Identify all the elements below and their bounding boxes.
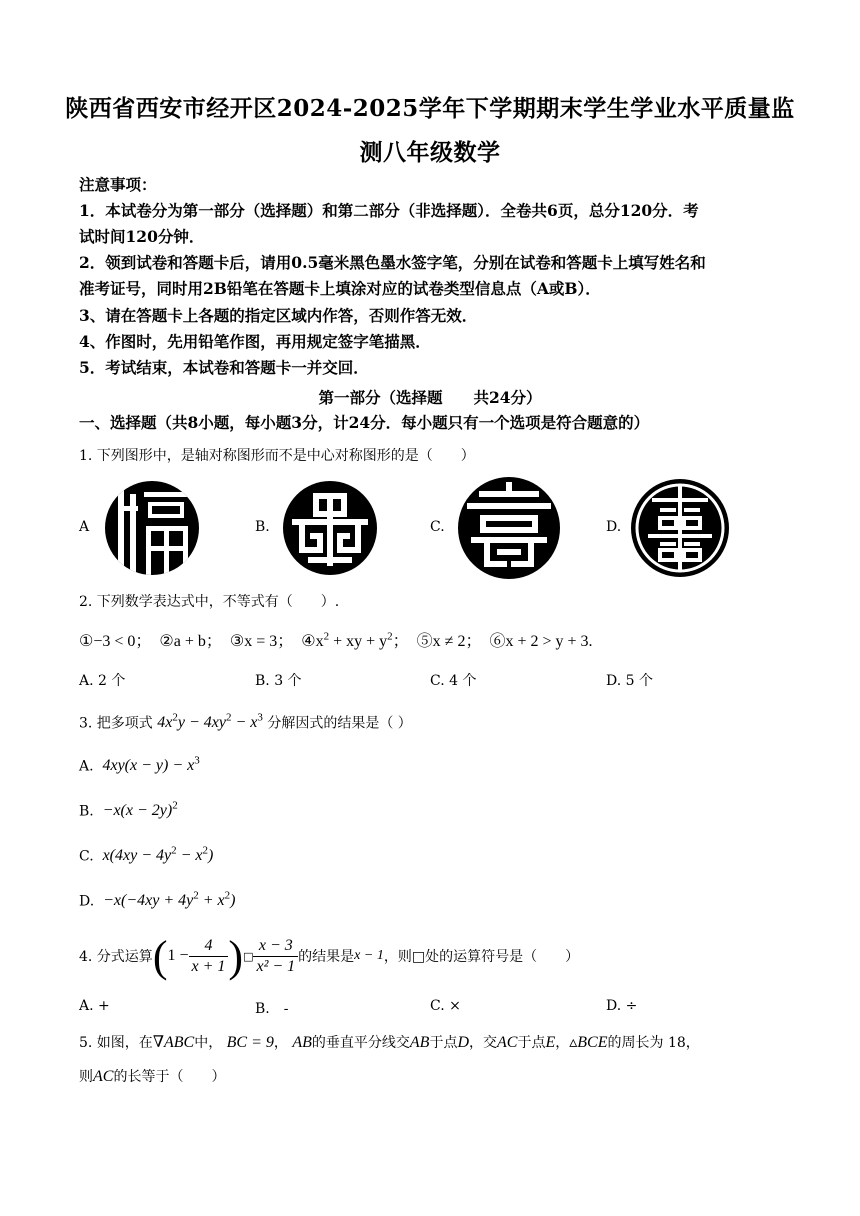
q3-option-a: A. $4xy(x - y) - x^3$ [79, 755, 200, 775]
notice-item-3: 3、请在答题卡上各题的指定区域内作答，否则作答无效． [79, 306, 478, 325]
question-2-stem: 2. 下列数学表达式中，不等式有（ ）. [79, 594, 340, 610]
notice-item-4: 4、作图时，先用铅笔作图，再用规定签字笔描黑． [79, 332, 431, 351]
notice-item-1: 1．本试卷分为第一部分（选择题）和第二部分（非选择题）．全卷共6页，总分120分．考 [79, 201, 699, 220]
q4-operator-box: □ [243, 949, 254, 963]
notice-item-5: 5．考试结束，本试卷和答题卡一并交回． [79, 358, 369, 377]
q2-expr-2: ②a + b； [159, 633, 222, 650]
q4-option-d: D. ÷ [606, 998, 638, 1014]
q3-option-c: C. $x(4xy - 4y^2 - x^2)$ [79, 845, 214, 865]
xi-symbol-image [630, 478, 730, 578]
q2-option-c: C. 4 个 [430, 673, 477, 689]
question-5-line-1: 5. 如图，在∇ABC中， BC = 9， AB的垂直平分线交AB于点D，交AC于点E，▵BCE的周长为 18， [79, 1034, 700, 1051]
q4-option-b: B. - [255, 1001, 289, 1017]
q3-polynomial: $4x^2y - 4xy^2 - x^3$ [157, 712, 263, 732]
exam-title-line1: 陕西省西安市经开区2024-2025学年下学期期末学生学业水平质量监 [65, 95, 795, 122]
q2-expr-6: ⑥x + 2 > y + 3. [489, 633, 593, 650]
q3-option-d: D. $-x(-4xy + 4y^2 + x^2)$ [79, 890, 236, 910]
q2-expr-5: ⑤x ≠ 2； [416, 633, 482, 650]
q1-option-c-label: C. [430, 519, 445, 535]
q2-expr-3: ③x = 3； [229, 633, 294, 650]
q3-option-b: B. $-x(x - 2y)^2$ [79, 800, 178, 820]
q1-option-a-label: A [79, 519, 90, 535]
shou-symbol-image [457, 476, 561, 580]
q2-option-b: B. 3 个 [255, 673, 302, 689]
q4-fraction-1: $\frac{4}{x + 1}$ [189, 936, 229, 977]
notice-item-1-cont: 试时间120分钟． [79, 227, 205, 246]
q2-option-a: A. 2 个 [79, 673, 126, 689]
question-5-line-2: 则AC的长等于（ ） [79, 1068, 226, 1085]
q1-option-d-label: D. [606, 519, 622, 535]
section-heading: 一、选择题（共8小题，每小题3分，计24分．每小题只有一个选项是符合题意的） [79, 413, 650, 432]
q1-option-b-label: B. [255, 519, 270, 535]
fu-symbol-image [104, 480, 200, 576]
q2-expr-4: $④x^2$ + xy + $y^2$； [301, 630, 409, 650]
notice-item-2-cont: 准考证号，同时用2B铅笔在答题卡上填涂对应的试卷类型信息点（A或B）． [79, 279, 601, 298]
question-1-stem: 1. 下列图形中，是轴对称图形而不是中心对称图形的是（ ） [79, 448, 475, 464]
q2-option-d: D. 5 个 [606, 673, 653, 689]
part1-heading: 第一部分（选择题 共24分） [318, 388, 542, 407]
q4-option-a: A. + [79, 998, 110, 1014]
lu-symbol-image [282, 480, 378, 576]
q4-option-c: C. × [430, 998, 461, 1014]
notice-heading: 注意事项： [79, 175, 157, 194]
q2-expr-1: ①−3 < 0； [79, 633, 152, 650]
question-2-expressions [79, 628, 593, 651]
question-3-stem: 3. 把多项式 $4x^2y - 4xy^2 - x^3$ 分解因式的结果是（ ） [79, 712, 412, 732]
q4-fraction-2: $\frac{x - 3}{\text{x² − 1}}$ [253, 936, 298, 977]
question-4-stem: 4. 分式运算 ( 1 − $\frac{4}{x + 1}$ ) □ $\frac{x - 3}{\text{x² − 1}}$ 的结果是 x − 1 ，则□处的运算符号是（ ） [79, 931, 580, 981]
exam-title-line2: 测八年级数学 [359, 139, 501, 166]
notice-item-2: 2．领到试卷和答题卡后，请用0.5毫米黑色墨水签字笔，分别在试卷和答题卡上填写姓名和 [79, 253, 706, 272]
